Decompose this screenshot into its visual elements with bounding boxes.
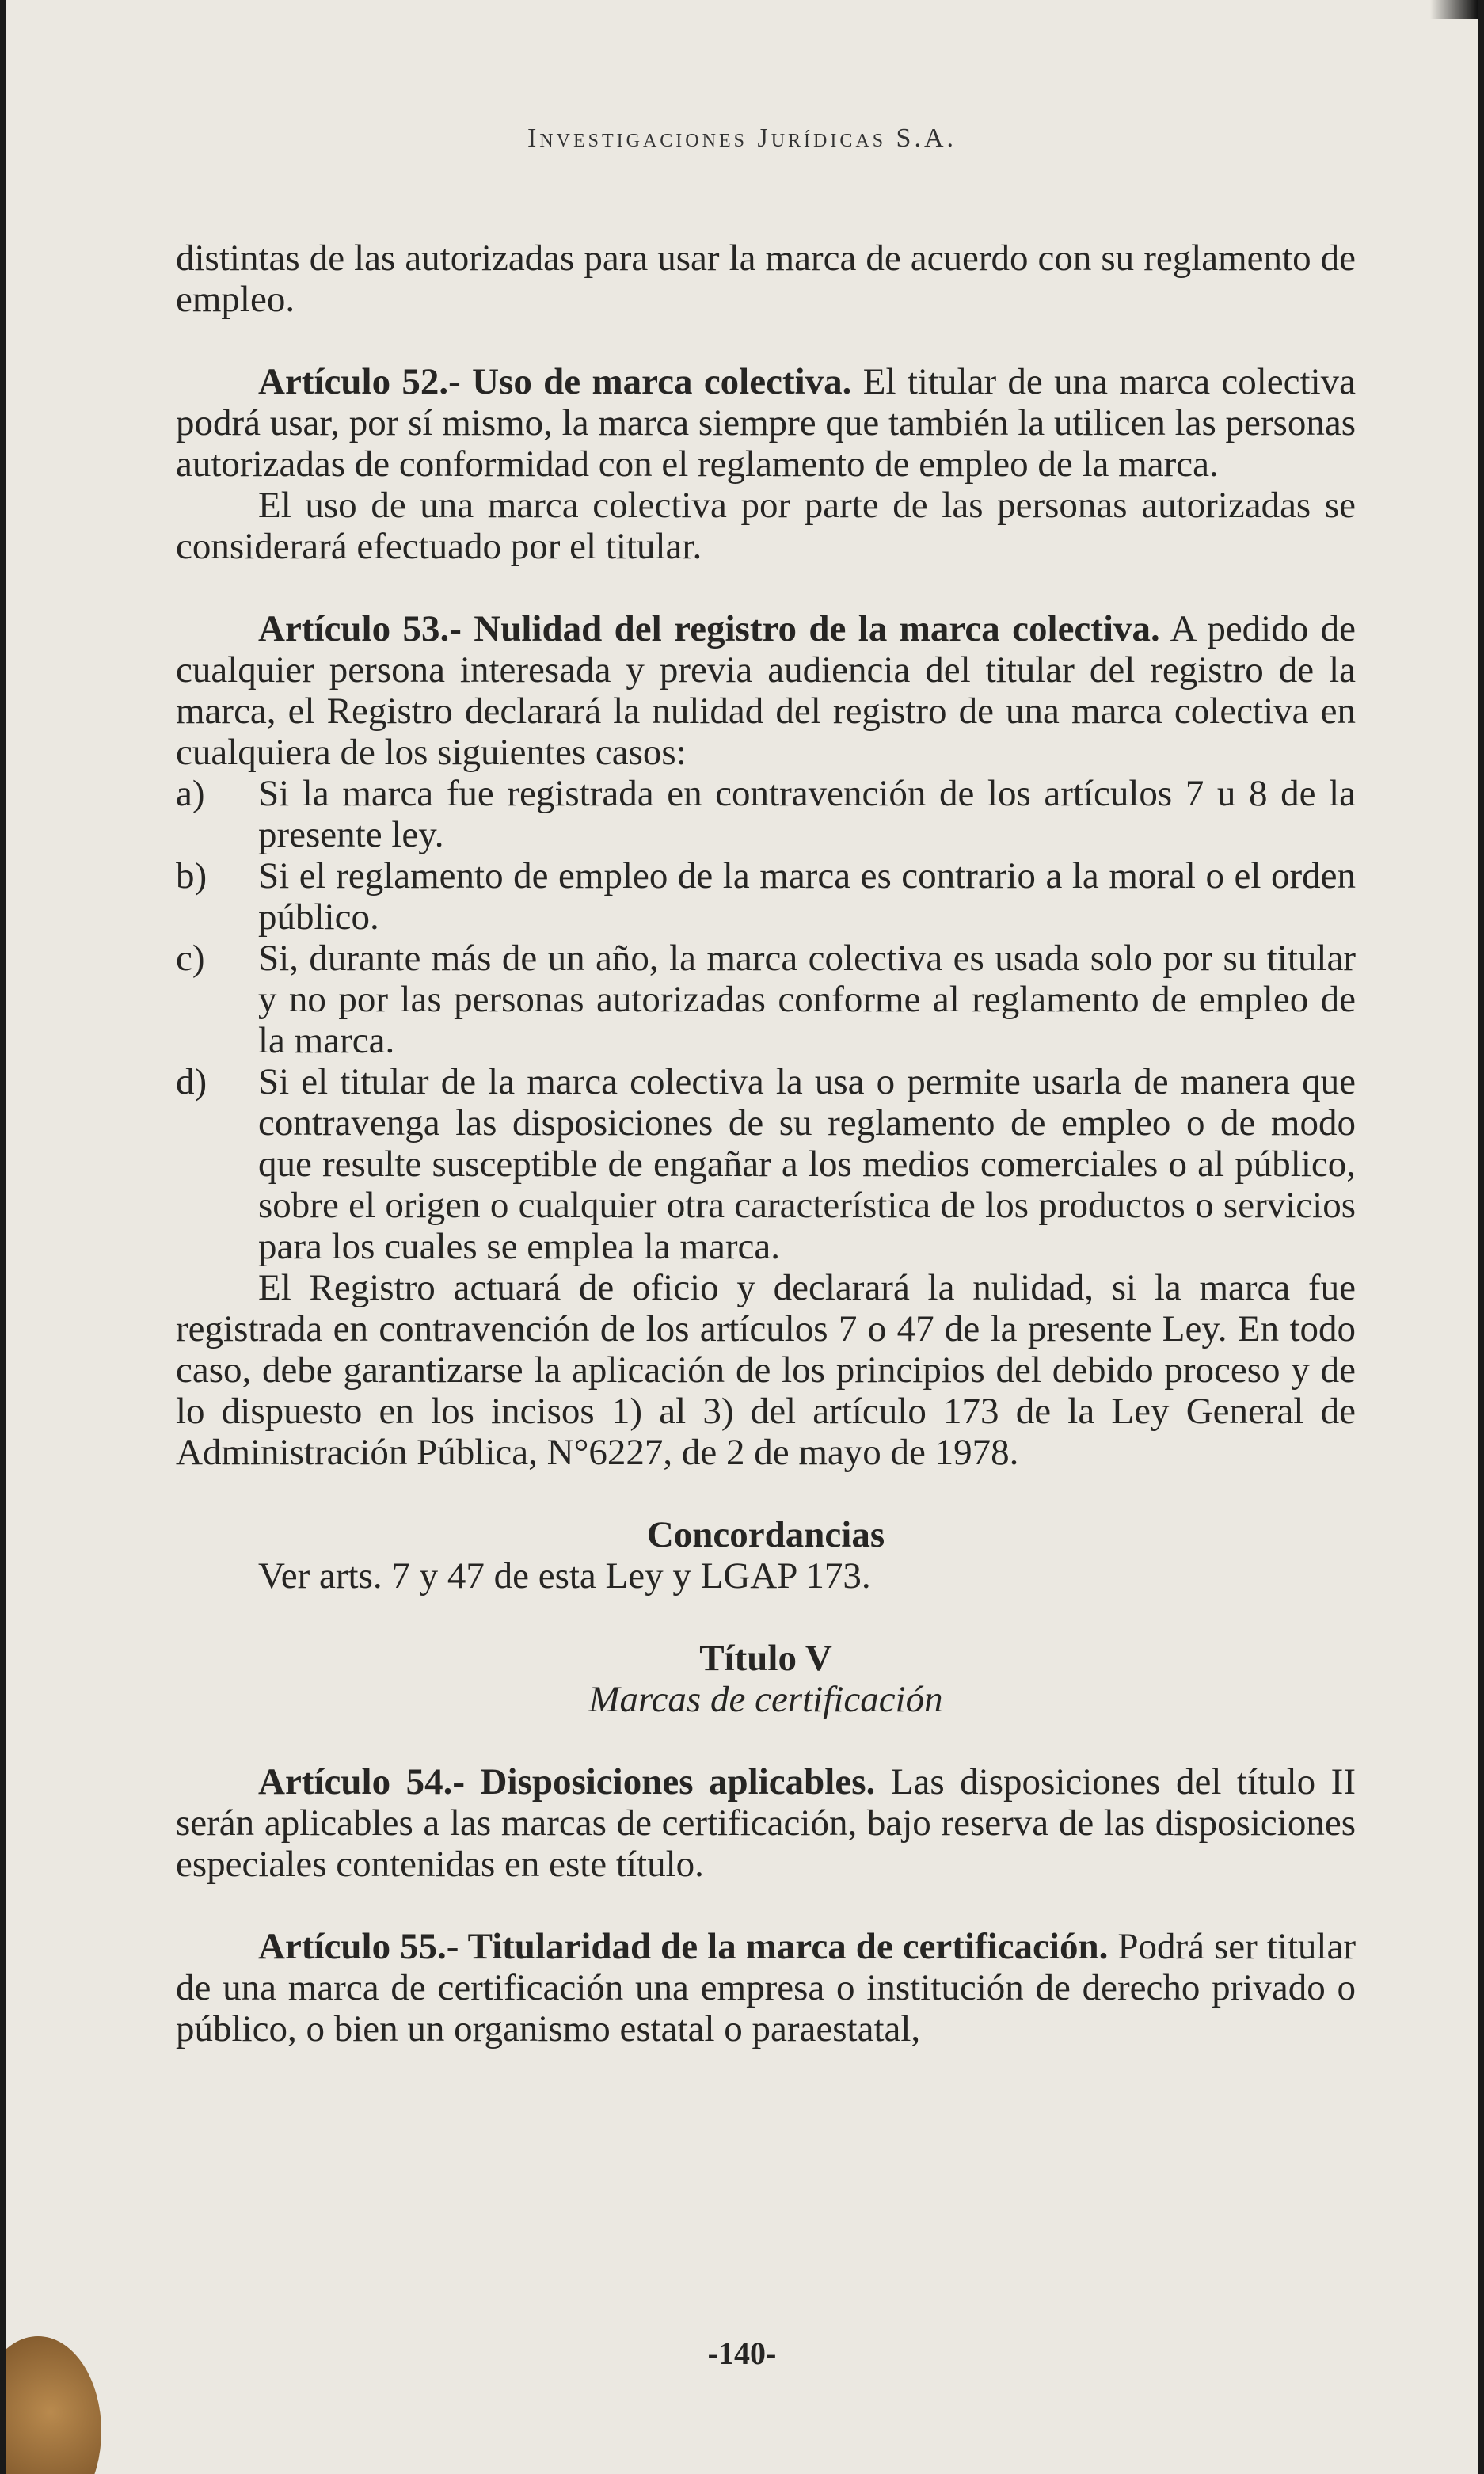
article-53-heading: Artículo 53.- Nulidad del registro de la marca colectiva. [258,608,1160,649]
article-55 [176,1926,1356,2050]
list-item [176,1061,1356,1267]
page-corner-shadow [1430,0,1478,19]
article-53 [176,608,1356,773]
page-number: -140- [707,2335,777,2371]
article-53-text: A pedido de cualquier persona interesada y previa audiencia del titular del registro de la marca, el Registro declarará la nulidad del registro de una marca colectiva en cualquiera de los siguientes casos: [176,608,1356,773]
article-52-heading: Artículo 52.- Uso de marca colectiva. [258,361,852,402]
list-item-letter: c) [176,938,205,979]
running-header: Investigaciones Jurídicas S.A. [527,124,957,153]
article-53-closing: El Registro actuará de oficio y declarará la nulidad, si la marca fue registrada en contravención de los artículos 7 o 47 de la presente Ley. En todo caso, debe garantizarse la aplicación de los principios del debido proceso y de lo dispuesto en los incisos 1) al 3) del artículo 173 de la Ley General de Administración Pública, N°6227, de 2 de mayo de 1978. [176,1267,1356,1473]
list-item-letter: d) [176,1061,207,1102]
list-item [176,855,1356,938]
article-54-heading: Artículo 54.- Disposiciones aplicables. [258,1761,876,1802]
titulo-title: Título V [699,1638,832,1679]
article-54 [176,1761,1356,1885]
list-item-text: Si la marca fue registrada en contravención de los artículos 7 u 8 de la presente ley. [258,773,1356,855]
concordancias-title: Concordancias [646,1514,885,1555]
list-item [176,938,1356,1061]
article-55-heading: Artículo 55.- Titularidad de la marca de certificación. [258,1926,1109,1967]
page-content [176,238,1356,2050]
article-54-text: Las disposiciones del título II serán aplicables a las marcas de certificación, bajo reserva de las disposiciones especiales contenidas en este título. [176,1761,1356,1885]
intro-paragraph: distintas de las autorizadas para usar la marca de acuerdo con su reglamento de empleo. [176,238,1356,320]
list-item-letter: a) [176,773,205,814]
list-item-letter: b) [176,855,207,896]
article-53-list [176,773,1356,1267]
article-52-text: El titular de una marca colectiva podrá usar, por sí mismo, la marca siempre que también la utilicen las personas autorizadas de conformidad con el reglamento de empleo de la marca. [176,361,1356,485]
list-item [176,773,1356,855]
list-item-text: Si el titular de la marca colectiva la usa o permite usarla de manera que contravenga las disposiciones de su reglamento de empleo o de modo que resulte susceptible de engañar a los medios comerciales o al público, sobre el origen o cualquier otra característica de los productos o servicios para los cuales se emplea la marca. [258,1061,1356,1267]
concordancias-text: Ver arts. 7 y 47 de esta Ley y LGAP 173. [258,1555,871,1597]
article-52 [176,361,1356,485]
titulo-subtitle: Marcas de certificación [588,1679,943,1720]
list-item-text: Si el reglamento de empleo de la marca es contrario a la moral o el orden público. [258,855,1356,938]
book-page [6,0,1478,2474]
article-55-text: Podrá ser titular de una marca de certificación una empresa o institución de derecho privado o público, o bien un organismo estatal o paraestatal, [176,1926,1357,2050]
list-item-text: Si, durante más de un año, la marca colectiva es usada solo por su titular y no por las personas autorizadas conforme al reglamento de empleo de la marca. [258,938,1356,1061]
article-52-paragraph-2: El uso de una marca colectiva por parte de las personas autorizadas se considerará efectuado por el titular. [176,485,1356,567]
